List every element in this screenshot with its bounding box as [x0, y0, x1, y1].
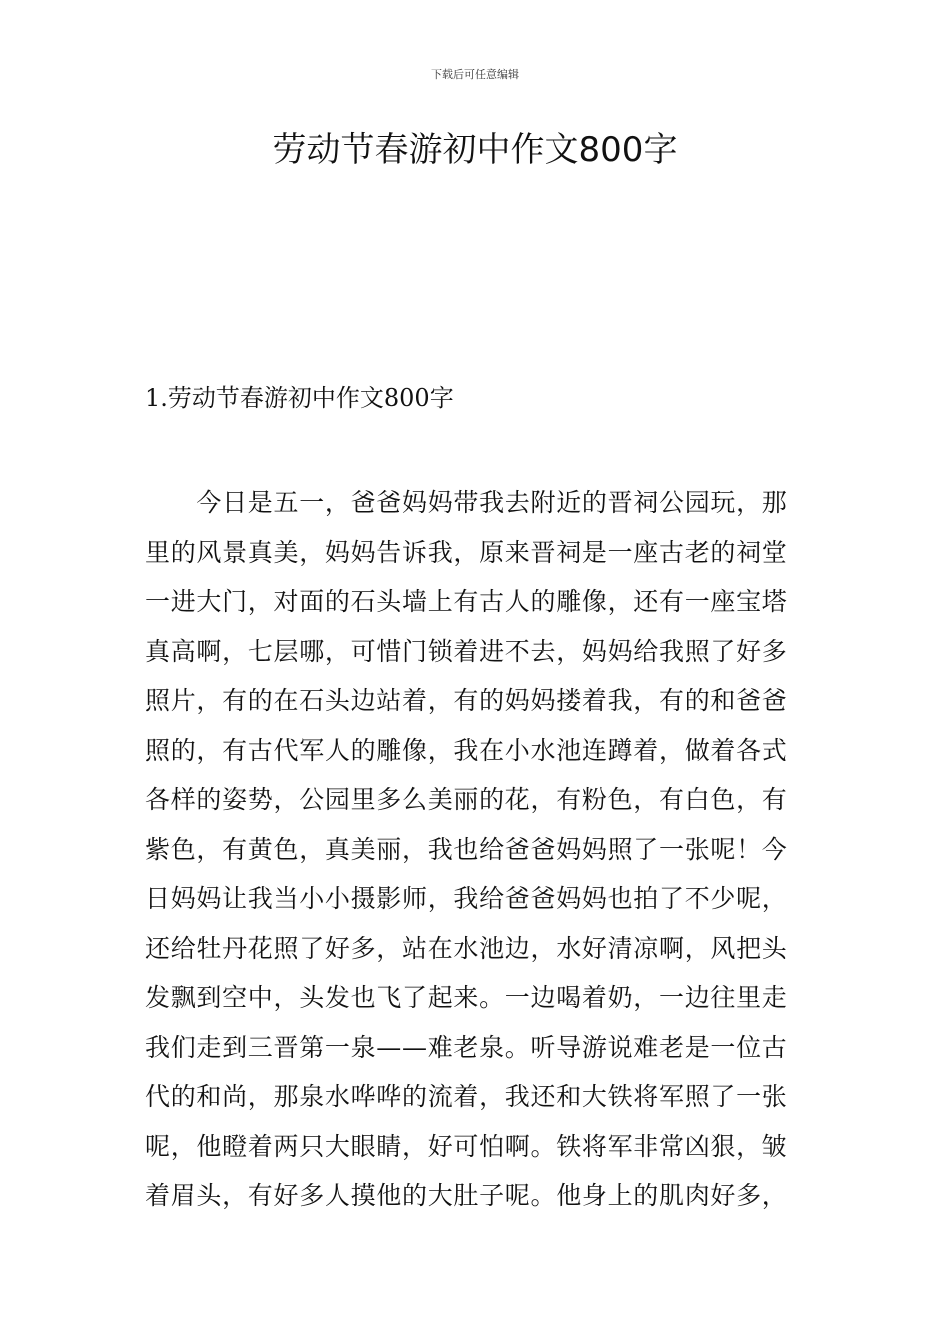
body-line: 还给牡丹花照了好多，站在水池边，水好清凉啊，风把头	[145, 933, 788, 963]
body-line: 各样的姿势，公园里多么美丽的花，有粉色，有白色，有	[145, 785, 788, 814]
section-heading: 1.劳动节春游初中作文800字	[145, 384, 454, 412]
body-line: 今日是五一，爸爸妈妈带我去附近的晋祠公园玩，那	[145, 488, 788, 517]
header-note: 下载后可任意编辑	[431, 68, 519, 81]
body-paragraph	[145, 478, 809, 1221]
body-line: 真高啊，七层哪，可惜门锁着进不去，妈妈给我照了好多	[145, 636, 788, 666]
body-line: 呢，他瞪着两只大眼睛，好可怕啊。铁将军非常凶狠，皱	[145, 1131, 788, 1161]
body-line: 一进大门，对面的石头墙上有古人的雕像，还有一座宝塔	[145, 587, 788, 616]
body-line: 代的和尚，那泉水哗哗的流着，我还和大铁将军照了一张	[145, 1082, 788, 1111]
body-line: 紫色，有黄色，真美丽，我也给爸爸妈妈照了一张呢！今	[145, 834, 788, 864]
body-line: 照的，有古代军人的雕像，我在小水池连蹲着，做着各式	[145, 735, 788, 765]
body-line: 照片，有的在石头边站着，有的妈妈搂着我，有的和爸爸	[145, 686, 788, 715]
body-line: 我们走到三晋第一泉——难老泉。听导游说难老是一位古	[145, 1032, 788, 1062]
document-title: 劳动节春游初中作文800字	[272, 130, 678, 170]
body-line: 发飘到空中，头发也飞了起来。一边喝着奶，一边往里走	[145, 983, 788, 1012]
body-line: 里的风景真美，妈妈告诉我，原来晋祠是一座古老的祠堂	[145, 537, 788, 567]
body-line: 着眉头，有好多人摸他的大肚子呢。他身上的肌肉好多，	[145, 1181, 788, 1210]
body-line: 日妈妈让我当小小摄影师，我给爸爸妈妈也拍了不少呢，	[145, 884, 788, 913]
